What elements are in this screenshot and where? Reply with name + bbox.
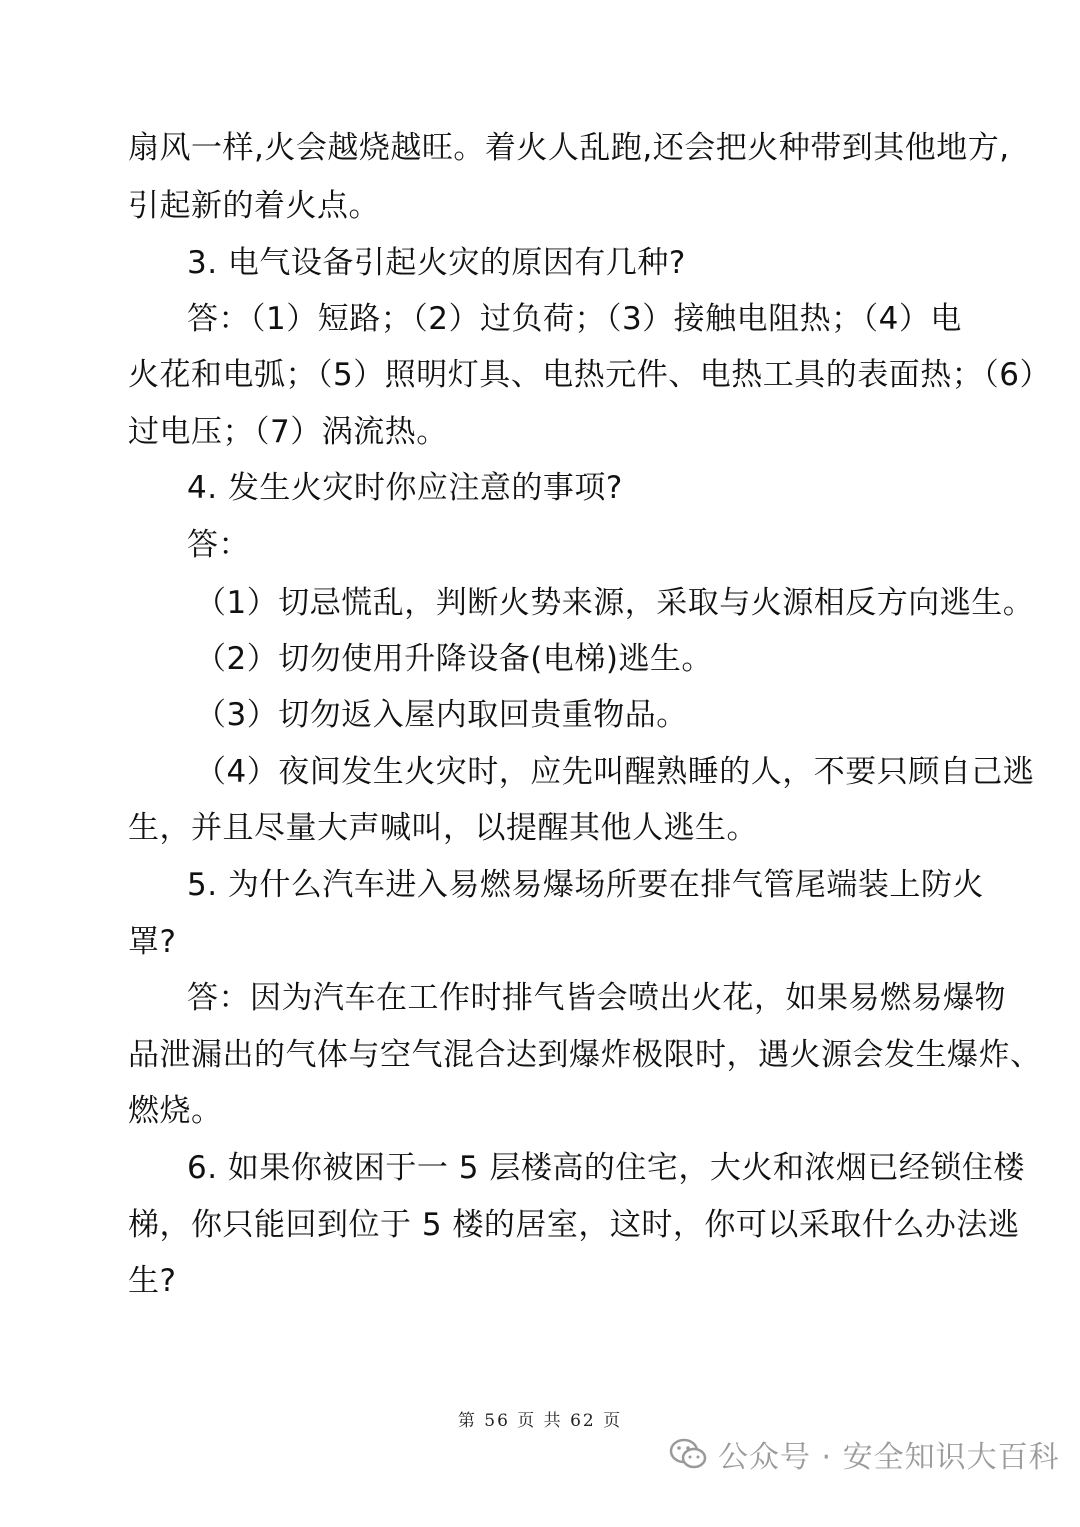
answer-3-line: 过电压；（7）涡流热。 [128,414,448,450]
wechat-icon [668,1434,708,1474]
question-5-cont: 罩? [128,924,177,960]
answer-4-label: 答： [187,527,250,563]
question-6-cont: 生? [128,1263,177,1299]
answer-5-line: 答：因为汽车在工作时排气皆会喷出火花，如果易燃易爆物 [187,980,1006,1016]
answer-3-line: 答：（1）短路；（2）过负荷；（3）接触电阻热；（4）电 [187,301,962,337]
question-3: 3. 电气设备引起火灾的原因有几种? [187,245,686,281]
watermark [668,1434,1060,1474]
question-6-cont: 梯，你只能回到位于 5 楼的居室，这时，你可以采取什么办法逃 [128,1207,1020,1243]
answer-4-item-1: （1）切忌慌乱，判断火势来源，采取与火源相反方向逃生。 [195,585,1035,621]
answer-5-line: 燃烧。 [128,1093,223,1129]
question-6: 6. 如果你被困于一 5 层楼高的住宅，大火和浓烟已经锁住楼 [187,1150,1025,1186]
text-line: 引起新的着火点。 [128,188,380,224]
answer-4-item-4: （4）夜间发生火灾时，应先叫醒熟睡的人，不要只顾自己逃 [195,754,1035,790]
answer-4-item-2: （2）切勿使用升降设备(电梯)逃生。 [195,641,713,677]
answer-5-line: 品泄漏出的气体与空气混合达到爆炸极限时，遇火源会发生爆炸、 [128,1037,1042,1073]
answer-4-item-4-cont: 生，并且尽量大声喊叫，以提醒其他人逃生。 [128,810,758,846]
answer-3-line: 火花和电弧；（5）照明灯具、电热元件、电热工具的表面热；（6） [128,357,1051,393]
question-5: 5. 为什么汽车进入易燃易爆场所要在排气管尾端装上防火 [187,867,984,903]
page-number: 第 56 页 共 62 页 [457,1411,623,1431]
answer-4-item-3: （3）切勿返入屋内取回贵重物品。 [195,697,688,733]
text-line: 扇风一样,火会越烧越旺。着火人乱跑,还会把火种带到其他地方, [128,130,1010,166]
watermark-text: 公众号 · 安全知识大百科 [718,1440,1060,1475]
question-4: 4. 发生火灾时你应注意的事项? [187,470,623,506]
